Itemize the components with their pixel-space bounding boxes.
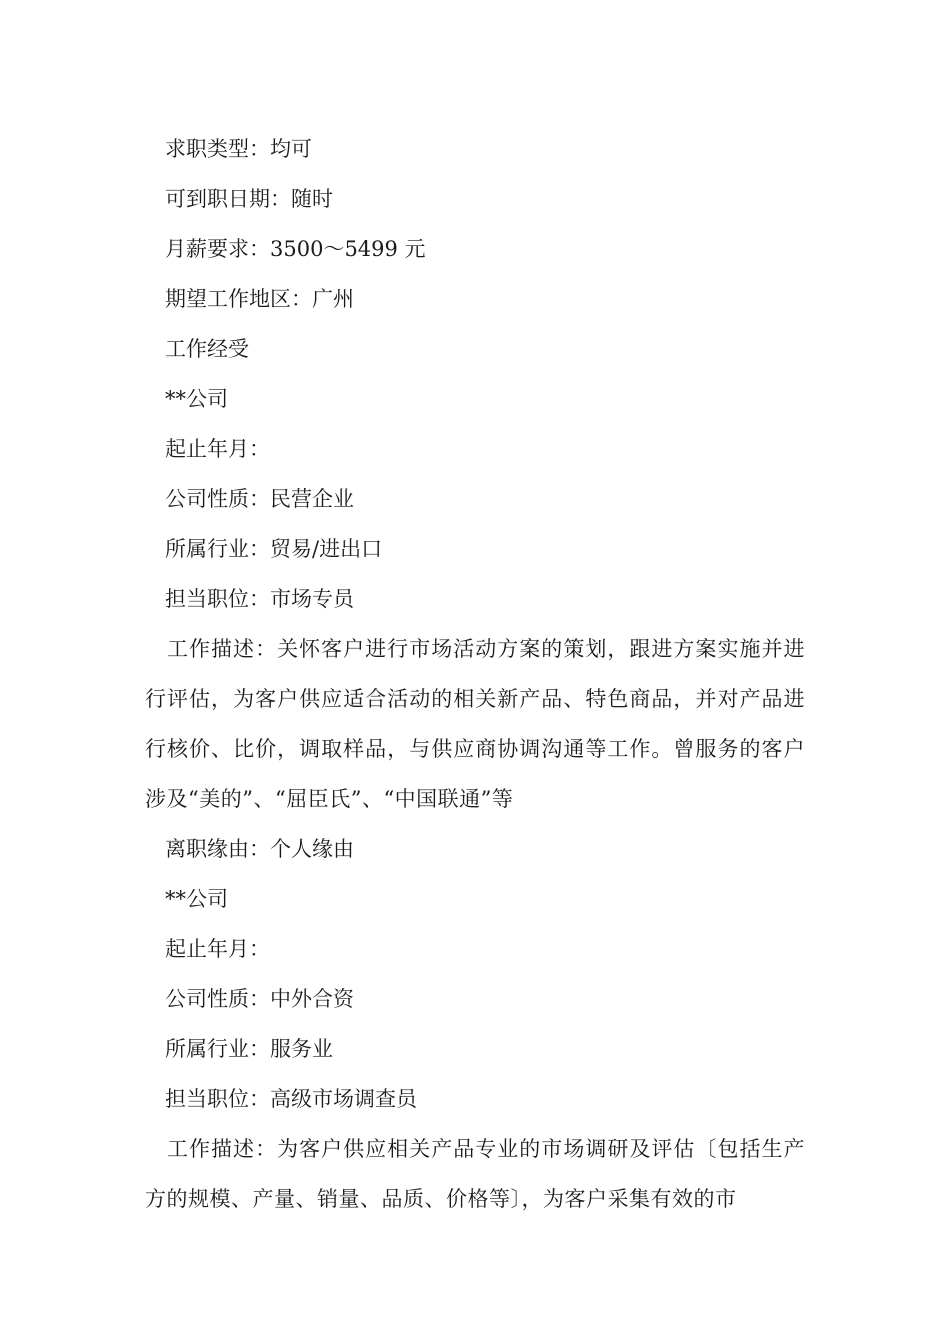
company-2-name: **公司 bbox=[165, 887, 228, 911]
company-2-industry: 所属行业：服务业 bbox=[165, 1037, 333, 1061]
job-type-line: 求职类型：均可 bbox=[165, 137, 312, 161]
company-1-name: **公司 bbox=[165, 387, 228, 411]
company-1-industry: 所属行业：贸易/进出口 bbox=[165, 537, 383, 561]
company-2-description: 工作描述：为客户供应相关产品专业的市场调研及评估〔包括生产方的规模、产量、销量、品质、价格等〕，为客户采集有效的市 bbox=[145, 1137, 805, 1211]
company-1-position: 担当职位：市场专员 bbox=[165, 587, 354, 611]
start-date-line: 可到职日期：随时 bbox=[165, 187, 333, 211]
company-1-description: 工作描述：关怀客户进行市场活动方案的策划，跟进方案实施并进行评估，为客户供应适合活动的相关新产品、特色商品，并对产品进行核价、比价，调取样品，与供应商协调沟通等工作。曾服务的客户涉及“美的”、“屈臣氏”、“中国联通”等 bbox=[145, 637, 805, 811]
company-2-position: 担当职位：高级市场调查员 bbox=[165, 1087, 417, 1111]
salary-line: 月薪要求：3500～5499 元 bbox=[165, 237, 426, 261]
company-2-type: 公司性质：中外合资 bbox=[165, 987, 354, 1011]
company-1-type: 公司性质：民营企业 bbox=[165, 487, 354, 511]
company-2-period: 起止年月： bbox=[165, 937, 270, 961]
work-location-line: 期望工作地区：广州 bbox=[165, 287, 354, 311]
work-experience-heading: 工作经受 bbox=[165, 337, 249, 361]
document-page bbox=[145, 124, 805, 1224]
company-1-leave-reason: 离职缘由：个人缘由 bbox=[165, 837, 354, 861]
company-1-period: 起止年月： bbox=[165, 437, 270, 461]
